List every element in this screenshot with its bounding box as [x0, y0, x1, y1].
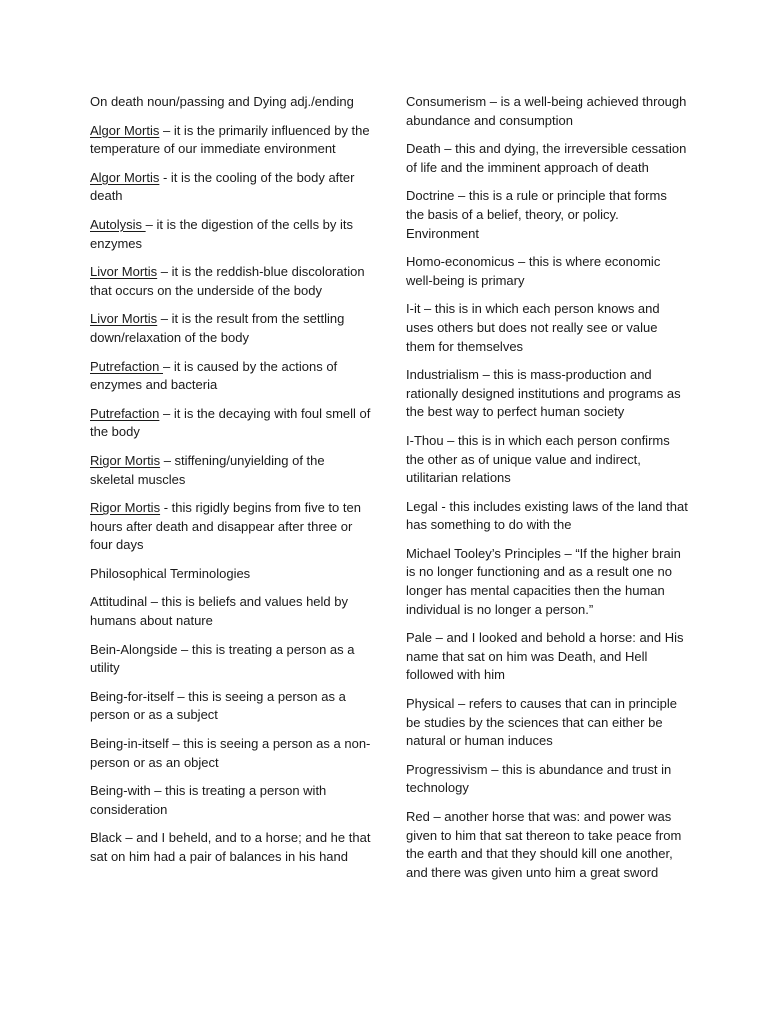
glossary-term: Rigor Mortis [90, 452, 161, 468]
glossary-entry: Doctrine – this is a rule or principle that forms the basis of a belief, theory, or policy. Environment [406, 188, 667, 241]
glossary-definition: – stiffening/unyielding of the skeletal muscles [90, 452, 325, 487]
glossary-entry [90, 405, 372, 442]
glossary-definition: – it is the primarily influenced by the temperature of our immediate environment [90, 122, 370, 157]
death-terms-list [90, 122, 372, 555]
glossary-entry: Death – this and dying, the irreversible cessation of life and the imminent approach of death [406, 141, 687, 175]
glossary-entry: Homo-economicus – this is where economic well-being is primary [406, 254, 661, 288]
glossary-entry [90, 169, 372, 206]
glossary-entry [90, 216, 372, 253]
glossary-definition: – it is the reddish-blue discoloration that occurs on the underside of the body [90, 264, 365, 298]
glossary-entry [90, 358, 372, 395]
glossary-term: Algor Mortis [90, 169, 160, 185]
glossary-entry: Being-for-itself – this is seeing a person as a person or as a subject [90, 688, 346, 723]
glossary-entry: Legal - this includes existing laws of the land that has something to do with the [406, 498, 688, 533]
glossary-entry: Attitudinal – this is beliefs and values held by humans about nature [90, 594, 348, 629]
right-column [406, 93, 688, 892]
glossary-entry: Physical – refers to causes that can in principle be studies by the sciences that can either be natural or human induces [406, 696, 677, 749]
section-heading-philosophical: Philosophical Terminologies [90, 565, 251, 581]
glossary-entry [90, 263, 372, 300]
glossary-entry [90, 310, 372, 347]
glossary-entry: Michael Tooley’s Principles – “If the higher brain is no longer functioning and as a result one no longer has mental capacities then the human individual is no longer a person.” [406, 545, 681, 617]
glossary-term: Putrefaction [90, 358, 163, 374]
glossary-definition: - it is the cooling of the body after death [90, 169, 355, 204]
glossary-definition: – it is caused by the actions of enzymes and bacteria [90, 358, 338, 393]
glossary-term: Putrefaction [90, 405, 160, 421]
left-column [90, 93, 372, 877]
glossary-entry: I-Thou – this is in which each person confirms the other as of unique value and indirect, utilitarian relations [406, 432, 670, 486]
glossary-entry: Red – another horse that was: and power was given to him that sat thereon to take peace from the earth and that they should kill one another, and there was given unto him a great sword [406, 809, 682, 880]
glossary-definition: - this rigidly begins from five to ten hours after death and disappear after three or four days [90, 500, 361, 553]
glossary-entry: Progressivism – this is abundance and trust in technology [406, 761, 672, 796]
glossary-entry: Industrialism – this is mass-production and rationally designed institutions and programs as the best way to perfect human society [406, 367, 681, 420]
glossary-entry [90, 122, 372, 159]
glossary-term: Livor Mortis [90, 311, 158, 327]
glossary-entry: Black – and I beheld, and to a horse; and he that sat on him had a pair of balances in his hand [90, 830, 371, 864]
glossary-term: Rigor Mortis [90, 500, 161, 516]
glossary-term: Autolysis [90, 216, 146, 232]
glossary-entry: Bein-Alongside – this is treating a person as a utility [90, 641, 355, 676]
philosophical-terms-list [90, 593, 372, 866]
glossary-definition: – it is the result from the settling down/relaxation of the body [90, 311, 345, 345]
glossary-definition: – it is the decaying with foul smell of the body [90, 405, 371, 440]
glossary-entry: Being-with – this is treating a person with consideration [90, 783, 327, 817]
glossary-definition: – it is the digestion of the cells by its enzymes [90, 216, 354, 251]
glossary-entry [90, 452, 372, 489]
glossary-entry: Consumerism – is a well-being achieved through abundance and consumption [406, 94, 687, 128]
glossary-entry: Being-in-itself – this is seeing a person as a non-person or as an object [90, 736, 371, 770]
glossary-entry: Pale – and I looked and behold a horse: and His name that sat on him was Death, and Hell followed with him [406, 630, 684, 683]
glossary-entry: I-it – this is in which each person knows and uses others but does not really see or value them for themselves [406, 301, 660, 354]
glossary-term: Livor Mortis [90, 264, 158, 280]
glossary-list [406, 93, 688, 882]
glossary-entry [90, 499, 372, 555]
section-heading-death: On death noun/passing and Dying adj./ending [90, 94, 354, 109]
glossary-term: Algor Mortis [90, 122, 160, 138]
